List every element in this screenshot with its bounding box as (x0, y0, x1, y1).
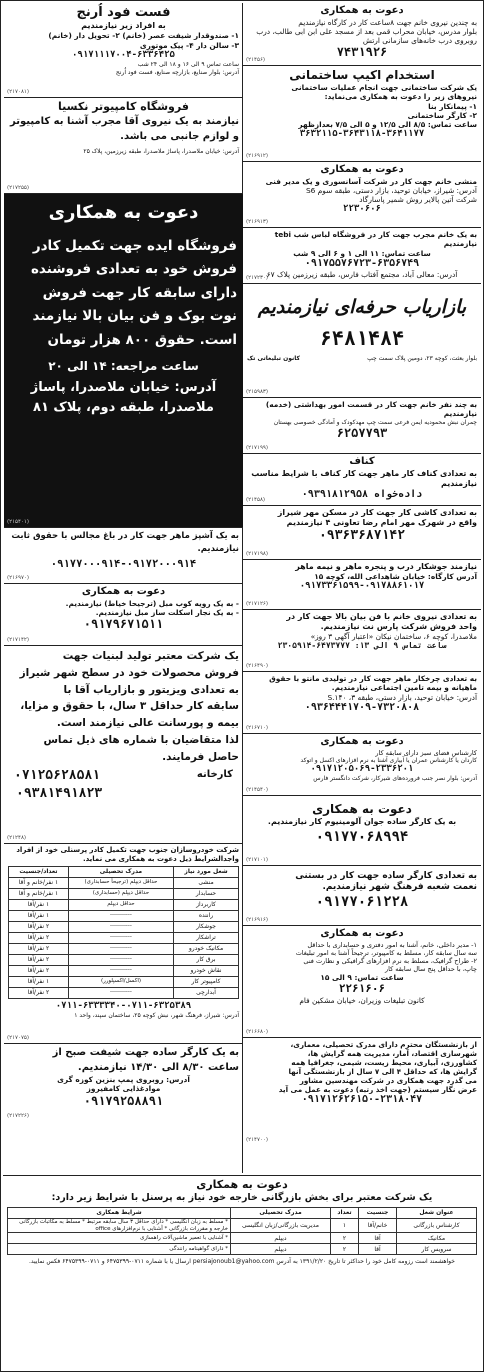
table-cell: ۱ (331, 1218, 359, 1233)
ad-code: (۲۱۶۹۱۳) (246, 219, 269, 226)
ad-code: (۲۱۶۷۱۰) (246, 725, 269, 732)
ad-address: آدرس: شیراز، فرهنگ شهر، نبش کوچه ۲۵، ساختمان سپند، واحد ۱ (74, 1011, 239, 1019)
ad-text: شهرسازی اقتصاد، آمار، مدیریت همه گرایش ها، (307, 1049, 477, 1058)
table-cell: تراشکار (174, 932, 239, 943)
table-cell: ۲ نفر/آقا (9, 932, 69, 943)
ad-footer (247, 355, 477, 363)
ad-tailor (243, 671, 481, 733)
ad-icecream (243, 865, 481, 925)
table-cell: * آشنایی با تعمیر ماشین‌آلات راهسازی (8, 1233, 231, 1244)
ad-title: دعوت به همکاری (312, 802, 412, 816)
table-cell: حسابدار (174, 888, 239, 899)
ad-text: ملاصدرا، کوچه ۶، ساختمان نیکان «اعتبار آگهی ۳ روز» (310, 632, 477, 641)
table-cell: آبدارچی (174, 987, 239, 998)
ad-text: به چند نفر خانم جهت کار در قسمت امور بهداشتی (خدمه) نیازمندیم (265, 400, 477, 419)
table-cell: دیپلم (231, 1244, 331, 1255)
table-cell: ۱ نفر/خانم و آقا (9, 888, 69, 899)
ad-southern-automakers (4, 843, 243, 1043)
ad-text: نیازمند جوشکار درب و پنجره ماهر و نیمه ماهر (295, 562, 477, 571)
table-cell: ۱ نفر/خانم و آقا (9, 877, 69, 888)
table-cell: ۱ نفر/آقا (9, 976, 69, 987)
ad-text: یک شرکت ساختمانی جهت انجام عملیات ساختمانی (291, 83, 477, 92)
table-cell: * دارای گواهینامه رانندگی (8, 1244, 231, 1255)
ad-text: نوت بوک و فن بیان بالا نیازمند (32, 308, 237, 325)
ad-text: ۱- پیمانکار بنا (428, 101, 477, 111)
ad-phone: ۰۹۱۷۷۰۶۱۲۲۸ (315, 893, 409, 910)
ad-title: دعوت به همکاری (320, 736, 404, 747)
ad-title: فست فود اُرنج (76, 5, 171, 20)
ad-code: (۲۱۴۵۴۰) (246, 787, 269, 794)
ad-drywall (243, 453, 481, 505)
ad-text: بلوار مدرس، خیابان محراب قمی بعد از مسجد علی ابن ابی طالب، درب (256, 26, 477, 36)
table-cell: نقاش خودرو (174, 965, 239, 976)
table-cell: ۲ نفر/آقا (9, 987, 69, 998)
ad-code: (۲۱۶۴۹۰) (246, 663, 269, 670)
ad-dairy-company (4, 645, 243, 843)
ad-code: (۲۱۷۱۴۲) (7, 637, 30, 644)
ad-subtitle: به افراد زیر نیازمندیم (81, 21, 166, 31)
table-cell: (اکسل/اکسپلورر) (68, 976, 173, 987)
ad-text: آدرس: شیراز، خیابان توحید، بازار دستی، طبقه سوم S6 (305, 185, 477, 195)
ad-title: استخدام اکیپ ساختمانی (289, 68, 435, 82)
ad-title: دعوت به همکاری (48, 202, 199, 223)
ad-text: به چندین نیروی خانم جهت ۸ساعت کار در کارگاه نیازمندیم (298, 17, 477, 27)
ad-phone: ۶۲۵۷۷۹۳ (336, 426, 388, 440)
ad-text: فروشگاه ایده جهت تکمیل کادر (32, 237, 237, 254)
table-header: شغل مورد نیاز (174, 866, 239, 877)
ad-text: عرض نگار سیستم (جهت اخذ رتبه) دعوت به عمل می آید (278, 1085, 477, 1094)
ad-text: آدرس: بلوار نصر جنب فرورده‌های شیرکار، شرکت دانگستر فارس (313, 775, 477, 783)
ad-text: ۲- کارگر ساختمانی (407, 110, 477, 120)
ad-text: ۲- طراح گرافیک، مسلط به نرم افزارهای گرافیکی و نظارت فنی (303, 956, 477, 965)
ad-headline: بازاریاب حرفه‌ای نیازمندیم (257, 296, 467, 318)
ad-text: ماهیانه و بیمه تامین اجتماعی نیازمندیم. (331, 683, 477, 693)
ad-code: (۲۱۷۲۵۵) (7, 185, 30, 192)
ad-phone: ۲۲۶۱۶۰۶ (338, 982, 386, 996)
table-cell: ۲ (331, 1244, 359, 1255)
table-cell: خانم/آقا (359, 1218, 397, 1233)
ad-code: (۲۱۷۰۸۱) (7, 89, 30, 96)
ad-tiler (243, 505, 481, 559)
table-cell: کاربرداز (174, 899, 239, 910)
table-row (9, 877, 239, 888)
table-cell: ----------- (68, 921, 173, 932)
table-header: مدرک تحصیلی (231, 1207, 331, 1218)
ad-text: به تعدادی کناف کار ماهر جهت کار کناف با شرایط مناسب نیازمندیم (251, 468, 477, 488)
ad-text: به یک کارگر ساده جهت شیفت صبح از (52, 1047, 239, 1058)
ad-text: است. حقوق ۸۰۰ هزار تومان (47, 332, 237, 348)
ad-aluminium (243, 795, 481, 865)
ad-phone: ۰۹۱۷۵۵۷۶۷۲۳-۶۳۵۶۷۴۹ (304, 257, 420, 269)
ad-phone: ۳۶۳۲۱۱۵-۳۶۴۳۱۱۸-۳۶۴۱۱۷۷ (299, 129, 425, 140)
ad-text: نیازمند به یک نیروی آقا مجرب آشنا به کامپیوتر و لوازم جانبی می باشد. (10, 115, 239, 142)
ad-code: (۲۱۶۹۱۶) (246, 917, 269, 924)
ad-code: (۲۱۷۱۹۸) (246, 551, 269, 558)
ad-phone: ۰۹۱۷۱۲۶۲۶۱۵۰-۲۳۱۸۰۴۷ (301, 1094, 423, 1105)
ad-text: به تعدادی نیروی خانم با فن بیان بالا جهت کار در (286, 612, 477, 621)
ad-phone: ۰۹۳۶۳۶۸۷۱۴۲ (318, 528, 406, 543)
ad-address: بلوار بعثت، کوچه ۲۳، دومین پلاک سمت چپ (367, 354, 477, 362)
table-cell: دیپلم (231, 1233, 331, 1244)
ad-phone: ۰۷۱۲۵۶۲۸۵۸۱ (14, 767, 101, 783)
table-cell: ۱ نفر/آقا (9, 910, 69, 921)
ad-parsnet-sales (243, 609, 481, 671)
ad-retirees (243, 1037, 481, 1145)
ad-text: به تعدادی کارگر ساده جهت کار در بستنی (295, 871, 477, 881)
table-header-row (8, 1207, 477, 1218)
ad-phone: ۰۹۱۷۱۱۱۷۰۰۴-۶۳۳۶۴۲۵ (72, 49, 175, 60)
ad-elevator-company (243, 161, 481, 227)
ad-nexia-computer (4, 97, 243, 193)
table-cell: آقا (359, 1244, 397, 1255)
ad-code: (۲۱۴۵۶) (246, 57, 266, 64)
ad-text: کشاورزی، آبیاری، محیط زیست، شیمی، جغرافیا همه (291, 1058, 477, 1067)
ad-text: ساعت تماس: ۸/۵ الی ۱۲/۵ و ۵ الی ۷/۵ بعدازظهر (298, 120, 477, 129)
table-cell: آقا (359, 1233, 397, 1244)
table-cell: مدیریت بازرگانی/زبان انگلیسی (231, 1218, 331, 1233)
ad-code: (۲۱۷۱۲۶) (246, 601, 269, 608)
ad-code: (۲۱۷۲۳۰) (246, 275, 269, 282)
ad-phone: ساعت تماس ۹ الی ۱۳: ۶۴۷۳۷۷۷-۲۳۰۵۹۱۴ (277, 641, 447, 651)
table-row (9, 932, 239, 943)
table-cell: سرویس کار (397, 1244, 477, 1255)
ad-code: (۲۱۶۹۷۰) (7, 575, 30, 582)
ad-hours: ساعت مراجعه: ۱۴ الی ۲۰ (48, 358, 199, 373)
ad-title: دعوت به همکاری (320, 164, 404, 175)
ad-text: فروش محصولات خود در سطح شهر شیراز (19, 666, 239, 679)
ad-phone: ۰۹۱۷۹۲۵۸۸۹۱ (83, 1093, 164, 1108)
table-row (9, 954, 239, 965)
ad-text: کارشناس فضای سبز دارای سابقه کار (375, 748, 477, 757)
ad-marketer (243, 283, 481, 397)
ad-footer: خواهشمند است رزومه کامل خود را حداکثر تا تاریخ ۱۳۹۱/۲/۲۰ به آدرس persiajonoub1@yahoo.com ارسال یا با شماره ۰۷۱۱-۶۴۷۵۳۹۹ و ۰۷۱۱-۶۴۷۵۳۹۹ فکس نمایید. (29, 1258, 455, 1266)
ad-text: حاصل فرمایند. (162, 750, 239, 763)
table-cell: برق کار (174, 954, 239, 965)
ad-workshop-women (243, 3, 481, 65)
ad-text: شرکت آتین پالایر روش شمیر پاسارگاد (359, 195, 477, 204)
ad-orange-fastfood (4, 3, 243, 97)
table-cell: کامپیوتر کار (174, 976, 239, 987)
ad-text: سابقه کار حداقل ۳ سال، با حقوق و مزایا، (20, 700, 239, 713)
ad-phone: ۰۹۳۶۴۴۴۱۷۰۹-۷۳۲۰۸۰۸ (304, 701, 420, 713)
table-row (9, 987, 239, 998)
ad-text: لذا متقاضیان با شماره های ذیل تماس (43, 733, 239, 746)
ad-title: دعوت به همکاری (81, 586, 166, 597)
table-row (9, 888, 239, 899)
table-header: شرایط همکاری (8, 1207, 231, 1218)
ad-text: سه سال سابقه کار، مسلط به کامپیوتر، ترجیحاً آشنا به امور تبلیغات (295, 948, 477, 957)
ad-phone: ۰۹۳۸۱۴۹۱۸۲۳ (16, 785, 103, 801)
table-header: عنوان شغل (397, 1207, 477, 1218)
ad-text: ۱- صندوقدار شیفت عصر (خانم) ۲- تحویل دار (خانم) (48, 31, 239, 41)
ad-text: - به یک رویه کوب مبل (ترجیحا خیاط) نیازمندیم. (65, 598, 239, 608)
table-header: جنسیت (359, 1207, 397, 1218)
ad-construction-team (243, 65, 481, 161)
ad-title: کناف (349, 456, 375, 467)
ad-phone: ۰۹۱۷۹۶۷۱۵۱۱ (83, 617, 164, 631)
ad-phone: ۰۹۱۷۷۰۶۸۹۹۴ (315, 829, 409, 845)
table-cell: راننده (174, 910, 239, 921)
left-column (4, 3, 243, 1173)
ad-text: فروش خود به تعدادی فروشنده (30, 261, 237, 278)
table-cell: ۲ نفر/آقا (9, 965, 69, 976)
ad-text: ۳- سالن دار ۴- پیک موتوری (139, 40, 239, 50)
ad-text: چاپ، با حداقل پنج سال سابقه کار (384, 964, 477, 973)
ad-title: دعوت به همکاری (320, 5, 404, 16)
ad-phone: ۰۹۱۷۱۲۰۵۰۶۹-۲۳۳۶۲۰۱ (310, 764, 414, 775)
table-row (9, 910, 239, 921)
table-cell: مکانیک خودرو (174, 943, 239, 954)
table-cell: منشی (174, 877, 239, 888)
ad-text: به تعدادی کاشی کار جهت کار در مسکن مهر شیراز (277, 508, 477, 517)
ad-code: (۲۱۷۱۰۱) (246, 857, 269, 864)
ad-text: به یک آشپز ماهر جهت کار در باغ مجالس با حقوق ثابت نیازمندیم. (11, 531, 239, 554)
ad-ideh-store (4, 193, 243, 527)
table-row (9, 943, 239, 954)
ad-code: (۲۱۵۴۰۱) (7, 519, 30, 526)
ad-text: نعمت شعبه فرهنگ شهر نیازمندیم. (322, 882, 477, 893)
ad-foreign-trade (3, 1175, 481, 1369)
table-cell: ----------- (68, 954, 173, 965)
ad-text: آدرس: بلوار صنایع، بازارچه صنایع، فست فود اُرنج (115, 68, 239, 76)
jobs-table-body (9, 877, 239, 998)
ad-code: (۲۱۶۹۱۲) (246, 153, 269, 160)
ad-phone: ۰۹۱۷۳۳۶۱۵۹۹-۰۹۱۷۸۸۶۱۰۱۷ (299, 581, 425, 592)
ad-text: می گذرد جهت همکاری در شرکت مهندسین مشاور (299, 1076, 477, 1085)
ad-subtitle: یک شرکت معتبر برای بخش بازرگانی خارجه خود نیاز به پرسنل با شرایط زیر دارد: (51, 1191, 433, 1203)
ad-text: به تعدادی چرخکار ماهر جهت کار در تولیدی مانتو با حقوق (269, 674, 477, 683)
ad-text: ساعت تماس ۹ الی ۱۶ و ۱۸ الی ۲۴ شب (137, 61, 239, 68)
ad-text: آدرس کارگاه: خیابان شاهداعی الله، کوچه ۱۵ (314, 572, 477, 581)
table-header: تعداد/جنسیت (9, 866, 69, 877)
ad-text: چمران نبش محمودیه ایمن فرعی سمت چپ مهدکودک و آمادگی خصوصی بهستان (273, 418, 477, 426)
table-cell: جوشکار (174, 921, 239, 932)
table-header-row (9, 866, 239, 877)
table-cell: ۲ نفر/آقا (9, 921, 69, 932)
ad-text: ساعت تماس: ۹ الی ۱۵ (320, 973, 404, 982)
ad-advertising-agency (243, 925, 481, 1037)
ad-text: ساعت تماس: ۱۱ الی ۱ و ۶ الی ۹ شب (293, 248, 431, 258)
ad-landscape (243, 733, 481, 795)
ad-phone: ۶۴۸۱۴۸۴ (319, 325, 405, 350)
ad-text: کاردان یا کارشناس عمران یا آبیاری آشنا به نرم افزارهای اکسل و اتوکد (300, 756, 477, 764)
ad-code: (۲۱۷۲۲۶) (7, 1113, 30, 1120)
ad-kamfiruz (4, 1043, 243, 1121)
table-cell: ----------- (68, 943, 173, 954)
ad-welder (243, 559, 481, 609)
ad-text: آدرس: خیابان توحید، بازار دستی، طبقه ۳، S.۱۴۰ (327, 692, 477, 702)
ad-code: (۲۱۷۱۹۹) (246, 445, 269, 452)
ad-text: از بازنشستگان محترم دارای مدرک تحصیلی، معماری، (290, 1040, 477, 1049)
ad-title: فروشگاه کامپیوتر نکسیا (58, 100, 189, 113)
table-cell: کارشناس بازرگانی (397, 1218, 477, 1233)
ad-text: بیمه و پورسانت عالی نیازمند است. (56, 717, 239, 730)
ad-chef (4, 527, 243, 583)
table-cell: حداقل دیپلم (68, 899, 173, 910)
table-cell: حداقل دیپلم (حسابداری) (68, 888, 173, 899)
ad-address: آدرس: معالی آباد، مجتمع آفتاب فارس، طبقه زیرزمین پلاک ۶۷ (266, 270, 458, 280)
ad-text: واقع در شهرک مهر امام رضا تعاونی ۴ نیازمندیم (286, 518, 477, 527)
right-column (242, 3, 481, 1173)
table-cell: ----------- (68, 987, 173, 998)
ad-code: (۲۱۵۹۸۳) (246, 389, 269, 396)
ad-text: به یک خانم مجرب جهت کار در فروشگاه لباس شب tebi نیازمندیم (274, 230, 477, 249)
ad-clothing-store (243, 227, 481, 283)
ad-text: روبروی درب خانه‌های سازمانی ارتش (362, 36, 477, 45)
ad-text: به تعدادی ویزیتور و بازاریاب آقا با (63, 683, 239, 696)
ad-phone: ۰۹۱۷۷۰۰۰۹۱۴-۰۹۱۷۲۰۰۰۹۱۴ (50, 557, 197, 570)
table-cell: ----------- (68, 932, 173, 943)
table-row (9, 965, 239, 976)
table-cell: ----------- (68, 965, 173, 976)
ad-text: آدرس: روبروی پمپ بنزین کوزه گری (57, 1075, 190, 1084)
ad-code: (۲۱۲۴۸) (7, 835, 27, 842)
ad-text: واحد فروش شرکت پارس نت نیازمندیم. (320, 622, 477, 631)
ad-text: دارای سابقه کار جهت فروش (42, 284, 237, 301)
ad-code: (۲۱۴۵۸) (246, 497, 266, 504)
positions-table-body (8, 1218, 477, 1255)
ad-code: (۲۱۶۶۸۰) (246, 1029, 269, 1036)
ad-text: به یک کارگر ساده جوان آلومینیوم کار نیازمندیم. (267, 817, 457, 826)
ad-text: نیروهای زیر را دعوت به همکاری می‌نماید: (324, 92, 477, 102)
ad-text: - به یک نجار اسکلت ساز مبل نیازمندیم. (95, 607, 239, 617)
table-row (8, 1233, 477, 1244)
table-header: مدرک تحصیلی (68, 866, 173, 877)
ad-phone: ۷۴۳۱۹۲۶ (336, 45, 388, 60)
table-row (8, 1218, 477, 1233)
positions-table (7, 1207, 477, 1256)
ad-address: آدرس: خیابان ملاصدرا، پاساژ ملاصدرا، طبقه زیرزمین، پلاک ۲۵ (83, 147, 239, 155)
ad-cleaning-staff (243, 397, 481, 453)
table-cell: ۱ نفر/آقا (9, 899, 69, 910)
table-cell: حداقل دیپلم (ترجیحاً حسابداری) (68, 877, 173, 888)
table-cell: * مسلط به زبان انگلیسی * دارای حداقل ۳ سال سابقه مرتبط * مسلط به مکاتبات بازرگانی خارجه و مقررات بازرگانی * آشنایی با نرم‌افزارهای office (8, 1218, 231, 1233)
ad-text: گرایش ها، که حداقل ۴ الی ۷ سال از بازنشستگی آنها (288, 1067, 477, 1076)
ad-phone: ۰۹۳۹۱۸۱۲۹۵۸ داده‌خواه (301, 488, 423, 500)
ad-text: موادغذایی کامفیروز (86, 1084, 161, 1094)
ad-phone: ۰۷۱۱-۶۳۳۳۳۴۰-۰۷۱۱-۶۳۲۵۳۸۹ (55, 1000, 192, 1011)
ad-text: منشی خانم جهت کار در شرکت آسانسوری و یک مدیر فنی (265, 176, 477, 186)
ad-address: آدرس: خیابان ملاصدرا، پاساژ ملاصدرا، طبقه دوم، پلاک ۸۱ (30, 379, 217, 416)
table-header: تعداد (331, 1207, 359, 1218)
jobs-table (8, 866, 239, 999)
ad-brand: کانون تبلیغاتی تک (247, 354, 301, 362)
table-row (8, 1244, 477, 1255)
table-cell: ۲ (331, 1233, 359, 1244)
ad-title: شرکت خودروسازان جنوب جهت تکمیل کادر پرسنلی خود از افراد واجدالشرایط ذیل دعوت به همکاری می نماید. (16, 846, 239, 863)
table-row (9, 976, 239, 987)
ad-phone: ۲۲۳۰۶۰۶ (343, 204, 381, 215)
ad-label: کارخانه (196, 769, 233, 781)
table-row (9, 921, 239, 932)
ad-furniture (4, 583, 243, 645)
table-cell: ----------- (68, 910, 173, 921)
ad-code: (۲۱۷۰۷۵) (7, 1035, 30, 1042)
ad-text: ۱- مدیر داخلی، خانم، آشنا به امور دفتری و حسابداری با حداقل (307, 940, 477, 949)
table-cell: ۲ نفر/آقا (9, 943, 69, 954)
ad-text: کانون تبلیغات وزیران، خیابان مشکین فام (299, 996, 425, 1005)
ad-text: یک شرکت معتبر تولید لبنیات جهت (62, 650, 239, 662)
table-cell: ۲ نفر/آقا (9, 954, 69, 965)
ad-title: دعوت به همکاری (320, 928, 404, 939)
ad-code: (۲۱۴۷۰۰) (246, 1137, 269, 1144)
ad-phone-row (8, 766, 239, 786)
ad-title: دعوت به همکاری (196, 1178, 288, 1191)
ad-text: ساعت ۸/۳۰ الی ۱۴/۳۰ نیازمندیم. (77, 1061, 239, 1073)
table-row (9, 899, 239, 910)
table-cell: مکانیک (397, 1233, 477, 1244)
